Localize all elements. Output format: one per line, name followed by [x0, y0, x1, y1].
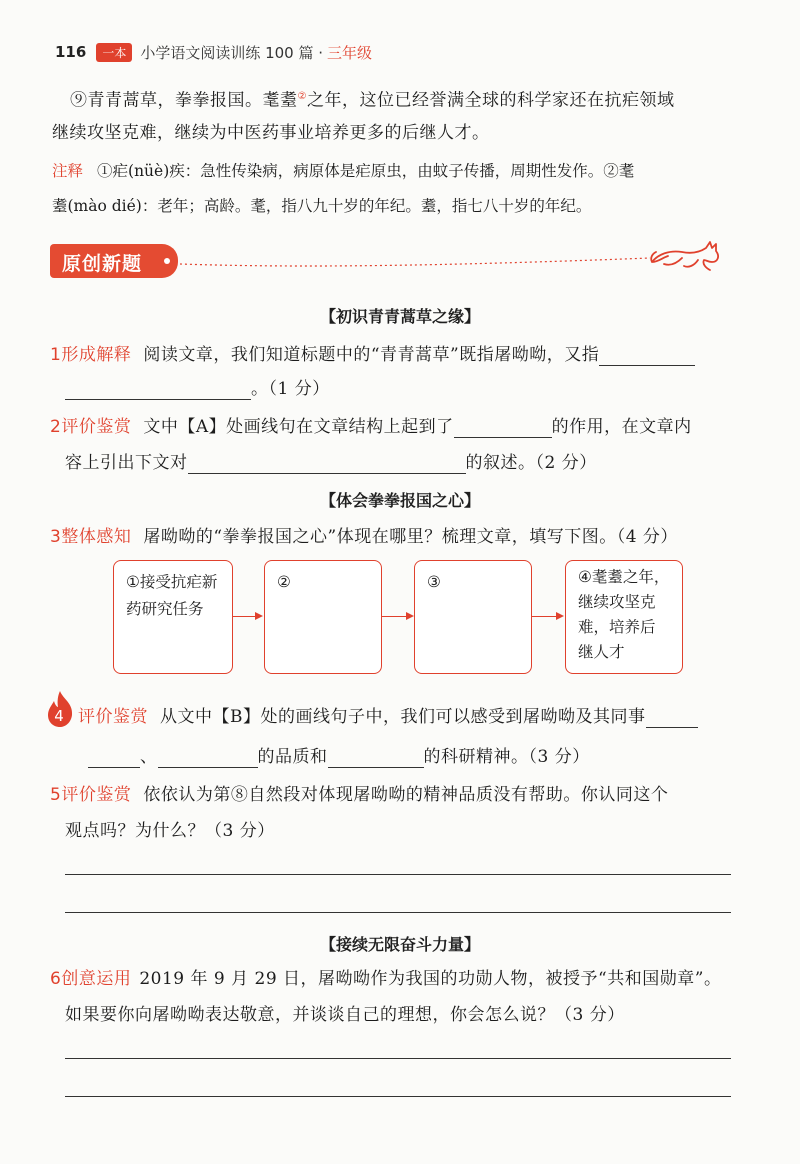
flame-icon: [45, 689, 75, 729]
question-tag: 评价鉴赏: [61, 417, 132, 437]
question-4: 评价鉴赏 从文中【B】处的画线句子中，我们可以感受到屠呦呦及其同事: [78, 706, 698, 728]
question-number: 6: [50, 969, 62, 989]
running-cat-icon: [648, 236, 726, 276]
section-title-2: 【体会拳拳报国之心】: [319, 491, 480, 510]
brand-badge: 一本: [96, 43, 132, 62]
grade-label: 三年级: [327, 43, 373, 62]
flow-box-4: ④耄耋之年， 继续攻坚克 难，培养后 继人才: [565, 560, 683, 674]
question-2: 2评价鉴赏 文中【A】处画线句在文章结构上起到了 的作用，在文章内: [50, 417, 692, 437]
question-6: 6创意运用 2019 年 9 月 29 日，屠呦呦作为我国的功勋人物，被授予“共和国勋章”。: [50, 969, 722, 989]
answer-line[interactable]: [65, 1096, 731, 1097]
answer-blank[interactable]: [158, 749, 258, 768]
banner-dotted-line: [180, 254, 650, 274]
answer-blank[interactable]: [454, 419, 552, 438]
footnote-ref: ②: [297, 91, 307, 102]
question-1-cont: 。（1 分）: [65, 378, 330, 400]
original-questions-banner: [50, 244, 178, 278]
answer-line[interactable]: [65, 874, 731, 875]
page-header: [55, 40, 372, 64]
flow-box-2[interactable]: ②: [264, 560, 382, 674]
question-tag: 创意运用: [61, 969, 132, 989]
page-number: 116: [55, 43, 87, 61]
answer-blank[interactable]: [88, 749, 140, 768]
answer-blank[interactable]: [646, 709, 698, 728]
question-2-cont: 容上引出下文对 的叙述。（2 分）: [65, 453, 597, 473]
question-6-cont: 如果要你向屠呦呦表达敬意，并谈谈自己的理想，你会怎么说？（3 分）: [65, 1005, 625, 1025]
question-number: 2: [50, 417, 62, 437]
passage-para9-line2: 继续攻坚克难，继续为中医药事业培养更多的后继人才。: [52, 123, 490, 143]
answer-line[interactable]: [65, 912, 731, 913]
notes-line2: 耋(mào dié)：老年；高龄。耄，指八九十岁的年纪。耋，指七八十岁的年纪。: [52, 197, 592, 215]
passage-para9-line1: ⑨青青蒿草，拳拳报国。耄耋②之年，这位已经誉满全球的科学家还在抗疟领域: [70, 90, 675, 111]
flow-box-1: ①接受抗疟新 药研究任务: [113, 560, 233, 674]
answer-blank[interactable]: [599, 347, 695, 366]
notes-line1: 注释 ①疟(nüè)疾：急性传染病，病原体是疟原虫，由蚊子传播，周期性发作。②耄: [52, 162, 635, 180]
question-number: 5: [50, 785, 62, 805]
banner-dot: [164, 258, 170, 264]
book-title: 小学语文阅读训练 100 篇 ·: [140, 43, 324, 62]
answer-blank[interactable]: [328, 749, 424, 768]
question-tag: 评价鉴赏: [61, 785, 132, 805]
flow-arrow-3: [532, 616, 562, 617]
notes-label: 注释: [52, 162, 84, 180]
answer-blank[interactable]: [188, 455, 466, 474]
flow-arrow-1: [233, 616, 261, 617]
question-1: 1形成解释 阅读文章，我们知道标题中的“青青蒿草”既指屠呦呦，又指: [50, 344, 695, 366]
answer-blank[interactable]: [65, 381, 251, 400]
question-number: 4: [54, 707, 64, 725]
banner-label: 原创新题: [62, 253, 143, 275]
flow-arrow-2: [382, 616, 412, 617]
section-title-3: 【接续无限奋斗力量】: [319, 935, 480, 954]
answer-line[interactable]: [65, 1058, 731, 1059]
question-number: 1: [50, 345, 62, 365]
question-tag: 形成解释: [61, 345, 132, 365]
question-3: 3整体感知 屠呦呦的“拳拳报国之心”体现在哪里？梳理文章，填写下图。（4 分）: [50, 527, 678, 547]
question-tag: 评价鉴赏: [78, 707, 148, 727]
question-tag: 整体感知: [61, 527, 132, 547]
question-5-cont: 观点吗？为什么？（3 分）: [65, 821, 275, 841]
section-title-1: 【初识青青蒿草之缘】: [319, 307, 480, 326]
flow-box-3[interactable]: ③: [414, 560, 532, 674]
question-number: 3: [50, 527, 62, 547]
question-4-cont: 、 的品质和 的科研精神。（3 分）: [88, 746, 590, 768]
question-5: 5评价鉴赏 依依认为第⑧自然段对体现屠呦呦的精神品质没有帮助。你认同这个: [50, 785, 669, 805]
